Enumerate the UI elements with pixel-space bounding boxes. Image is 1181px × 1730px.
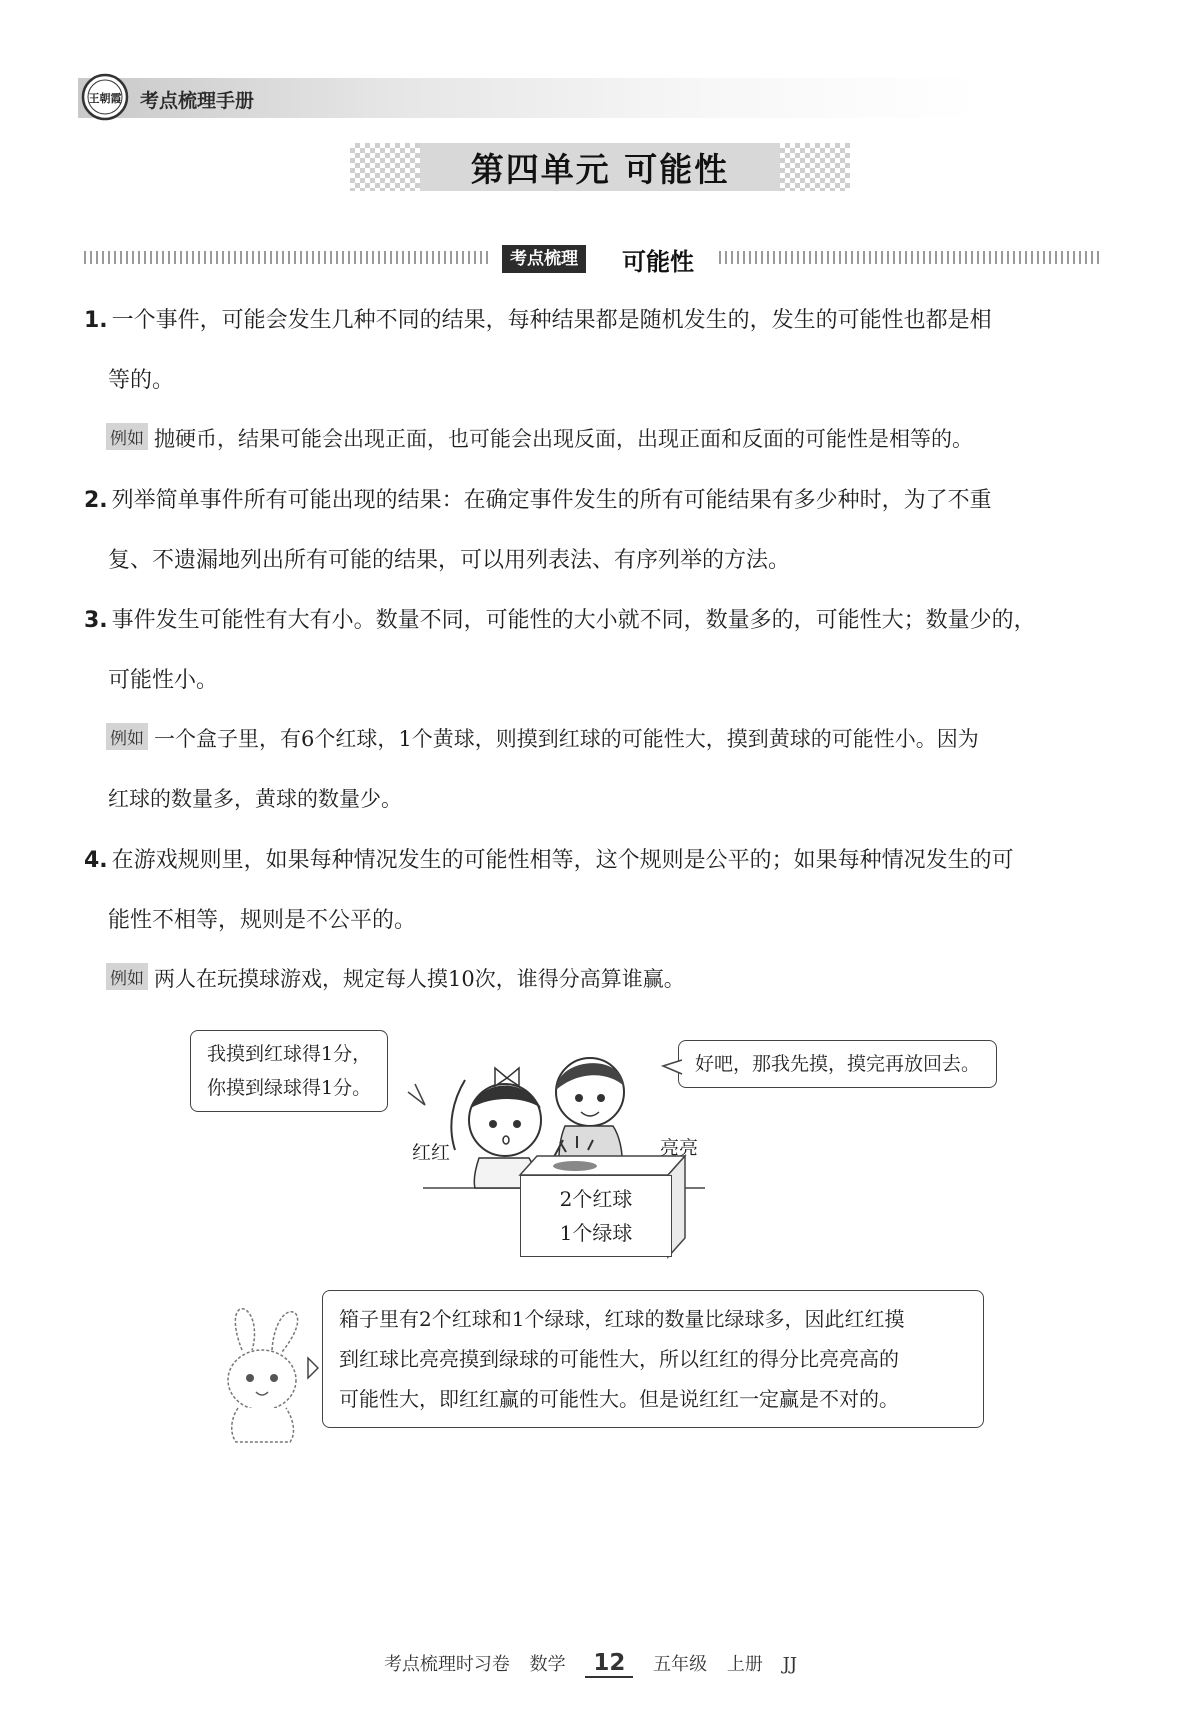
- point-text: 等的。: [108, 368, 175, 393]
- point-line: [84, 303, 992, 334]
- rabbit-mascot-icon: [200, 1300, 330, 1450]
- point-number: 1.: [84, 308, 108, 333]
- example-text: 一个盒子里，有6个红球，1个黄球，则摸到红球的可能性大，摸到黄球的可能性小。因为: [154, 727, 979, 751]
- point-text: 列举简单事件所有可能出现的结果：在确定事件发生的所有可能结果有多少种时，为了不重: [111, 488, 992, 513]
- footer-grade: 五年级: [653, 1654, 708, 1675]
- footer-term: 上册: [726, 1654, 763, 1675]
- example-tag: 例如: [106, 423, 148, 450]
- publisher-logo: [80, 72, 130, 122]
- girl-speech-line: 你摸到绿球得1分。: [207, 1077, 372, 1099]
- point-line: [84, 603, 1036, 634]
- section-tag: 考点梳理: [502, 245, 586, 273]
- footer-subject: 数学: [529, 1654, 566, 1675]
- example-tag: 例如: [106, 723, 148, 750]
- ball-box: [520, 1175, 672, 1257]
- note-line: 到红球比亮亮摸到绿球的可能性大，所以红红的得分比亮亮高的: [339, 1347, 899, 1371]
- point-line: [84, 483, 992, 514]
- girl-speech-bubble: [190, 1030, 388, 1112]
- box-line: 1个绿球: [559, 1221, 633, 1245]
- girl-speech-line: 我摸到红球得1分，: [207, 1043, 372, 1065]
- point-number: 3.: [84, 608, 108, 633]
- footer-edition: JJ: [782, 1654, 798, 1675]
- boy-name-label: 亮亮: [660, 1137, 699, 1159]
- footer-book: 考点梳理时习卷: [383, 1654, 510, 1675]
- note-line: 箱子里有2个红球和1个绿球，红球的数量比绿球多，因此红红摸: [339, 1307, 905, 1331]
- example-line: [106, 963, 685, 993]
- point-text: 可能性小。: [108, 668, 219, 693]
- explanation-note: [322, 1290, 984, 1428]
- logo-text: 王朝霞: [88, 92, 122, 105]
- example-text: 抛硬币，结果可能会出现正面，也可能会出现反面，出现正面和反面的可能性是相等的。: [154, 427, 973, 451]
- box-line: 2个红球: [559, 1187, 633, 1211]
- unit-title-box: [420, 143, 780, 191]
- page-number: 12: [585, 1650, 633, 1678]
- unit-title: 第四单元 可能性: [470, 149, 730, 189]
- unit-title-band: [350, 143, 850, 191]
- example-tag: 例如: [106, 963, 148, 990]
- boy-speech-text: 好吧，那我先摸，摸完再放回去。: [695, 1053, 981, 1075]
- section-divider-left: [84, 251, 489, 264]
- section-title: 可能性: [622, 248, 694, 276]
- point-text: 复、不遗漏地列出所有可能的结果，可以用列表法、有序列举的方法。: [108, 548, 791, 573]
- example-text: 红球的数量多，黄球的数量少。: [108, 787, 402, 811]
- page-footer: [0, 1650, 1181, 1678]
- point-text: 在游戏规则里，如果每种情况发生的可能性相等，这个规则是公平的；如果每种情况发生的可: [111, 848, 1014, 873]
- point-number: 2.: [84, 488, 108, 513]
- boy-speech-bubble: [678, 1040, 997, 1088]
- header-title: 考点梳理手册: [140, 90, 255, 112]
- example-line: [106, 723, 979, 753]
- example-line: [106, 423, 973, 453]
- note-line: 可能性大，即红红赢的可能性大。但是说红红一定赢是不对的。: [339, 1387, 899, 1411]
- girl-name-label: 红红: [412, 1142, 451, 1164]
- section-bar: [84, 245, 1099, 276]
- point-text: 能性不相等，规则是不公平的。: [108, 908, 417, 933]
- point-line: [84, 843, 1014, 874]
- example-text: 两人在玩摸球游戏，规定每人摸10次，谁得分高算谁赢。: [154, 967, 685, 991]
- point-number: 4.: [84, 848, 108, 873]
- point-text: 一个事件，可能会发生几种不同的结果，每种结果都是随机发生的，发生的可能性也都是相: [111, 308, 992, 333]
- point-text: 事件发生可能性有大有小。数量不同，可能性的大小就不同，数量多的，可能性大；数量少的，: [111, 608, 1036, 633]
- section-divider-right: [719, 251, 1099, 264]
